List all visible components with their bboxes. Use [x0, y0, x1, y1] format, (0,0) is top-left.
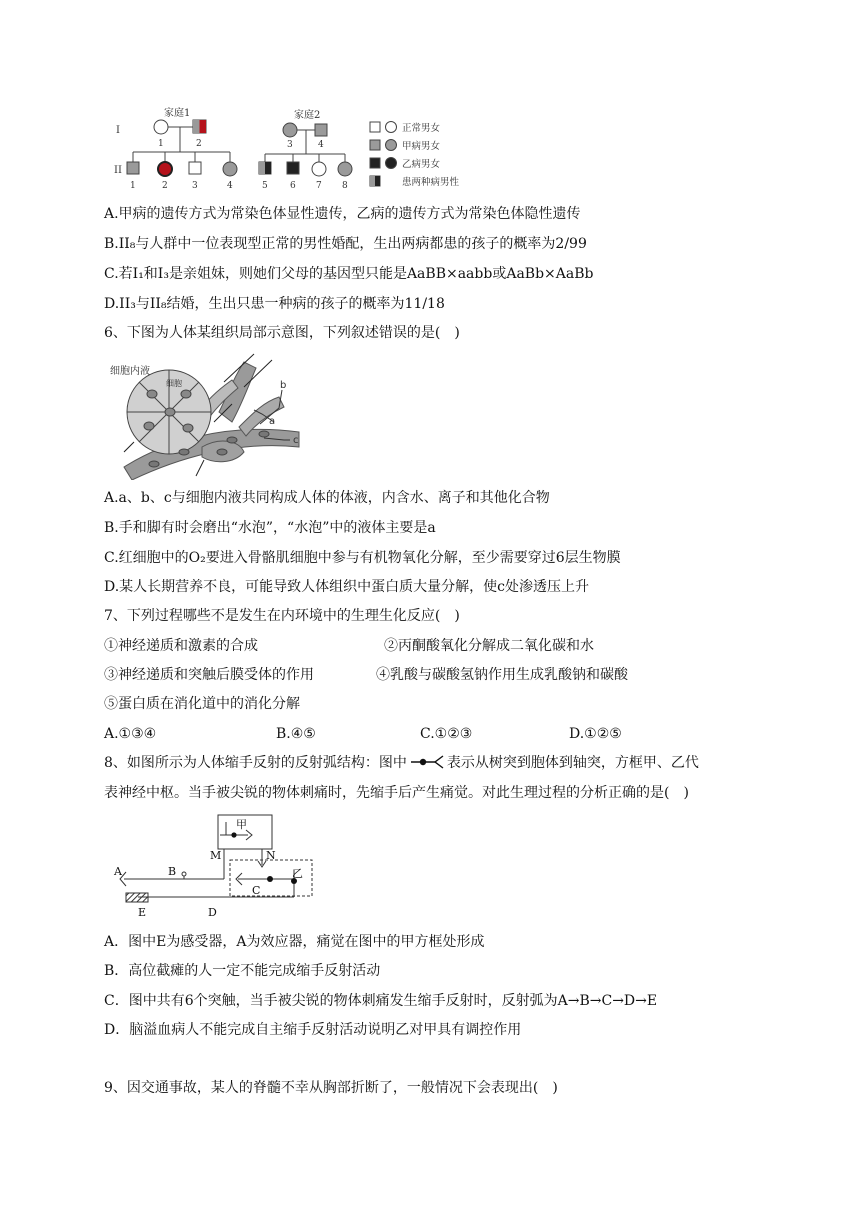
family2-label: 家庭2	[294, 110, 321, 121]
q5-option-a: A.甲病的遗传方式为常染色体显性遗传，乙病的遗传方式为常染色体隐性遗传	[104, 206, 581, 222]
family2-II7-normal-female	[312, 162, 326, 176]
q6-option-b: B.手和脚有时会磨出“水泡”，“水泡”中的液体主要是a	[104, 520, 436, 536]
q9-stem: 9、因交通事故，某人的脊髓不幸从胸部折断了，一般情况下会表现出( )	[104, 1080, 558, 1096]
q7-option-d: D.①②⑤	[569, 726, 622, 742]
family1-II1-disease-a-male	[127, 162, 139, 174]
q8-option-c: C．图中共有6个突触，当手被尖锐的物体刺痛发生缩手反射时，反射弧为A→B→C→D→E	[104, 993, 658, 1009]
q8-option-a: A．图中E为感受器，A为效应器，痛觉在图中的甲方框处形成	[104, 934, 485, 950]
neuron-symbol-icon	[409, 755, 445, 769]
q6-option-a: A.a、b、c与细胞内液共同构成人体的体液，内含水、离子和其他化合物	[104, 490, 550, 506]
q7-option-a: A.①③④	[104, 726, 157, 742]
q7-item-1: ①神经递质和激素的合成	[104, 638, 258, 654]
q7-option-b: B.④⑤	[276, 726, 316, 742]
label-A: A	[114, 865, 122, 878]
II-num-4: 4	[227, 181, 233, 191]
label-jia: 甲	[236, 818, 247, 831]
q5-option-c: C.若I₁和I₃是亲姐妹，则她们父母的基因型只能是AaBB×aabb或AaBb×AaBb	[104, 266, 594, 282]
label-b: b	[280, 380, 287, 391]
q7-stem: 7、下列过程哪些不是发生在内环境中的生理生化反应( )	[104, 608, 460, 624]
II-num-8: 8	[342, 181, 348, 191]
q6-option-c: C.红细胞中的O₂要进入骨骼肌细胞中参与有机物氧化分解，至少需要穿过6层生物膜	[104, 550, 621, 566]
legend-disease-b: 乙病男女	[402, 159, 441, 170]
q7-item-4: ④乳酸与碳酸氢钠作用生成乳酸钠和碳酸	[376, 667, 628, 683]
family1-I-num-2: 2	[196, 139, 202, 149]
label-yi: 乙	[292, 867, 303, 880]
q5-option-d: D.II₃与II₈结婚，生出只患一种病的孩子的概率为11/18	[104, 296, 445, 312]
family2-I-num-3: 3	[287, 140, 293, 150]
label-cell-fluid: 细胞内液	[110, 366, 150, 377]
q7-option-c: C.①②③	[420, 726, 473, 742]
q7-item-3: ③神经递质和突触后膜受体的作用	[104, 667, 314, 683]
II-num-1: 1	[130, 181, 136, 191]
family1-II4-disease-a-female	[223, 162, 237, 176]
q8-option-d: D．脑溢血病人不能完成自主缩手反射活动说明乙对甲具有调控作用	[104, 1022, 522, 1038]
legend-normal: 正常男女	[402, 123, 441, 134]
label-a: a	[269, 416, 276, 427]
legend-disease-a: 甲病男女	[402, 141, 441, 152]
label-cell: 细胞	[166, 379, 182, 388]
II-num-3: 3	[192, 181, 198, 191]
q6-option-d: D.某人长期营养不良，可能导致人体组织中蛋白质大量分解，使c处渗透压上升	[104, 579, 590, 595]
q8-stem-line2: 表神经中枢。当手被尖锐的物体刺痛时，先缩手后产生痛觉。对此生理过程的分析正确的是( )	[104, 785, 689, 801]
generation-1-label: I	[116, 125, 120, 136]
family1-I-num-1: 1	[158, 139, 164, 149]
q8-option-b: B．高位截瘫的人一定不能完成缩手反射活动	[104, 963, 381, 979]
q8-stem-line1	[104, 753, 699, 773]
family2-II8-disease-a-female	[338, 162, 352, 176]
label-c: c	[293, 435, 299, 446]
pedigree-legend	[370, 122, 460, 189]
II-num-6: 6	[290, 181, 296, 191]
q7-item-5: ⑤蛋白质在消化道中的消化分解	[104, 696, 300, 712]
family2-I4-disease-a-male	[315, 124, 327, 136]
family2-II6-disease-b-male	[287, 162, 299, 174]
q8-stem-part1: 8、如图所示为人体缩手反射的反射弧结构：图中	[104, 755, 407, 771]
pedigree-figure	[104, 102, 484, 194]
family1-II2-disease-b-female	[158, 162, 172, 176]
label-N: N	[266, 849, 276, 862]
II-num-7: 7	[316, 181, 322, 191]
family1-I1-normal-female	[154, 120, 168, 134]
q8-stem-part2: 表示从树突到胞体到轴突，方框甲、乙代	[446, 755, 699, 771]
q5-option-b: B.II₈与人群中一位表现型正常的男性婚配，生出两病都患的孩子的概率为2/99	[104, 236, 587, 252]
q6-stem: 6、下图为人体某组织局部示意图，下列叙述错误的是( )	[104, 325, 460, 341]
family1-II3-normal-male	[189, 162, 201, 174]
label-B: B	[168, 865, 177, 878]
generation-2-label: II	[114, 165, 122, 176]
family2-I-num-4: 4	[318, 140, 324, 150]
family1-label: 家庭1	[164, 108, 191, 119]
label-C: C	[252, 884, 261, 897]
label-D: D	[208, 906, 217, 919]
q7-item-2: ②丙酮酸氧化分解成二氧化碳和水	[384, 638, 594, 654]
label-M: M	[210, 849, 222, 862]
II-num-2: 2	[162, 181, 168, 191]
tissue-figure	[104, 352, 304, 480]
reflex-arc-figure	[112, 813, 322, 921]
family2-I3-disease-a-female	[283, 123, 297, 137]
II-num-5: 5	[262, 181, 268, 191]
legend-both-diseases: 患两种病男性	[402, 177, 460, 188]
label-E: E	[138, 906, 147, 919]
